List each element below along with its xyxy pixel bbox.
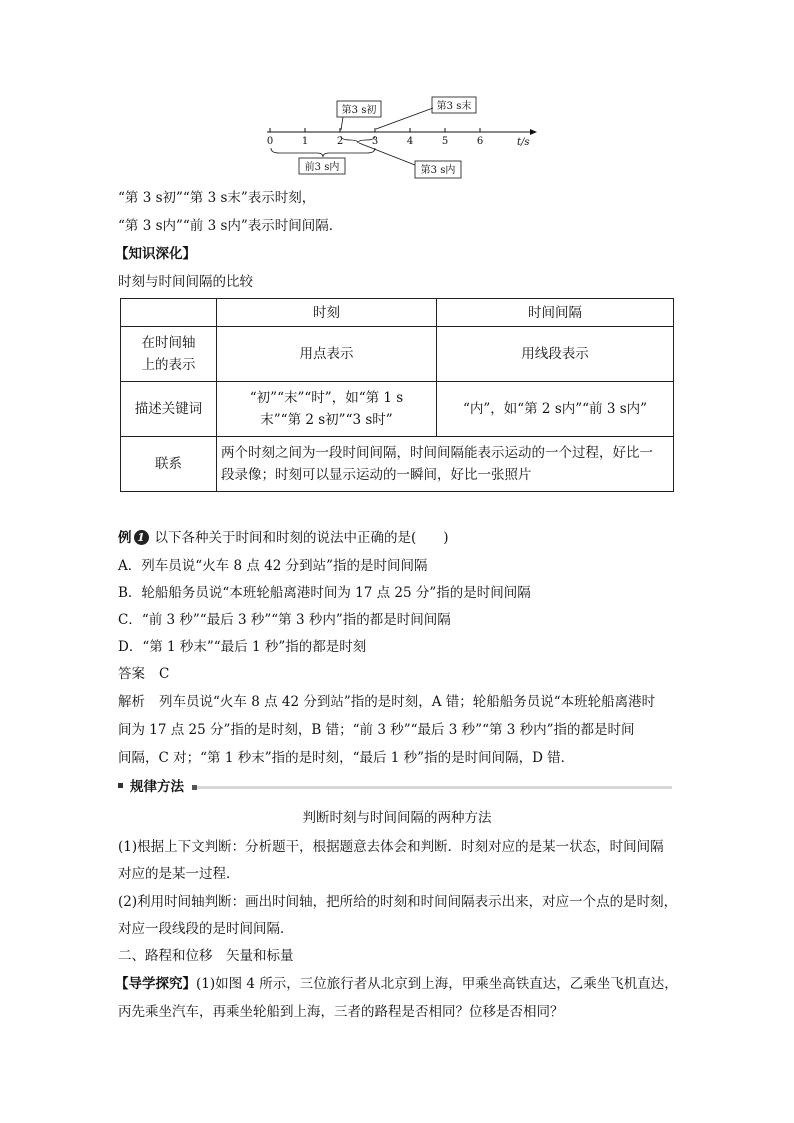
box-within-label: 第3 s内: [420, 165, 456, 176]
example-question-text: 以下各种关于时间和时刻的说法中正确的是( ): [154, 530, 449, 546]
guide-text: (1)如图 4 所示，三位旅行者从北京到上海，甲乘坐高铁直达，乙乘坐飞机直达，: [196, 976, 678, 992]
table-cell: 用线段表示: [437, 327, 674, 382]
section-2-heading: 二、路程和位移 矢量和标量: [118, 948, 294, 964]
rules-title: 判断时刻与时间间隔的两种方法: [302, 810, 492, 826]
option-b: B．轮船船务员说“本班轮船离港时间为 17 点 25 分”指的是时间间隔: [118, 585, 531, 601]
rule-1-line-2: 对应的是某一过程．: [118, 866, 240, 882]
tick-label-0: 0: [266, 136, 274, 147]
table-row-label: [121, 327, 217, 382]
answer-value: C: [159, 666, 170, 682]
analysis-label: 解析: [118, 694, 145, 710]
table-row-label: 描述关键词: [121, 382, 217, 437]
axis-unit-label: t/s: [517, 137, 530, 148]
square-bullet-icon: [118, 783, 123, 788]
table-cell: “内”，如“第 2 s内”“前 3 s内”: [437, 382, 674, 437]
option-d: D．“第 1 秒末”“最后 1 秒”指的都是时刻: [118, 639, 367, 655]
tick-label-5: 5: [441, 136, 449, 147]
rule-2-line-2: 对应一段线段的是时间间隔．: [118, 921, 294, 937]
table-cell: [217, 437, 674, 492]
comparison-table: [120, 298, 674, 492]
brace-label: 前3 s内: [304, 162, 340, 173]
divider: [192, 786, 672, 789]
box-end-label: 第3 s末: [436, 101, 472, 112]
guide-line-1: [115, 974, 678, 994]
table-cell: [217, 382, 437, 437]
option-c: C．“前 3 秒”“最后 3 秒”“第 3 秒内”指的都是时间间隔: [118, 612, 451, 628]
knowledge-heading: 【知识深化】: [115, 246, 196, 262]
analysis-line-3: 间隔，C 对；“第 1 秒末”指的是时刻，“最后 1 秒”指的是时间间隔，D 错．: [118, 750, 575, 766]
rule-method-bar: [116, 777, 672, 797]
tick-label-6: 6: [476, 136, 484, 147]
axis-ticks: [270, 128, 480, 132]
table-cell: 用点表示: [217, 327, 437, 382]
axis-arrow-icon: [530, 129, 537, 135]
tick-label-3: 3: [371, 136, 379, 147]
cell-line: 段录像；时刻可以显示运动的一瞬间，好比一张照片: [221, 467, 532, 483]
tick-label-2: 2: [336, 136, 344, 147]
tick-label-4: 4: [406, 136, 414, 147]
rule-method-label: 规律方法: [130, 779, 184, 795]
example-number-badge: 1: [134, 530, 149, 545]
box-begin-label: 第3 s初: [341, 105, 377, 116]
example-prefix: 例: [118, 530, 132, 546]
table-header-row: [121, 299, 674, 327]
table-row-label: 联系: [121, 437, 217, 492]
row-label-line: 在时间轴: [141, 335, 196, 351]
table-row: [121, 437, 674, 492]
table-row: [121, 382, 674, 437]
analysis-text: 列车员说“火车 8 点 42 分到站”指的是时刻，A 错；轮船船务员说“本班轮船离港时: [159, 694, 656, 710]
table-header-cell: 时间间隔: [437, 299, 674, 327]
analysis-line-2: 间为 17 点 25 分”指的是时刻，B 错；“前 3 秒”“最后 3 秒”“第 3 秒内”指的都是时间: [118, 722, 635, 738]
analysis-line-1: [118, 692, 655, 712]
brace-third-second: [341, 136, 375, 143]
time-axis-diagram: [255, 92, 555, 184]
example-question: [118, 528, 449, 548]
option-a: A．列车员说“火车 8 点 42 分到站”指的是时间间隔: [118, 558, 428, 574]
cell-line: 末”“第 2 s初”“3 s时”: [260, 412, 393, 428]
table-row: [121, 327, 674, 382]
cell-line: “初”“末”“时”，如“第 1 s: [249, 390, 404, 406]
table-header-cell: 时刻: [217, 299, 437, 327]
brace-first-3s: [271, 148, 375, 157]
guide-line-2: 丙先乘坐汽车，再乘坐轮船到上海，三者的路程是否相同？位移是否相同？: [118, 1004, 564, 1020]
moment-explanation: “第 3 s初”“第 3 s末”表示时刻，: [118, 190, 316, 206]
table-header-cell: [121, 299, 217, 327]
answer: [118, 664, 169, 684]
cell-line: 两个时刻之间为一段时间间隔，时间间隔能表示运动的一个过程，好比一: [221, 445, 653, 461]
rule-1-line-1: (1)根据上下文判断：分析题干，根据题意去体会和判断．时刻对应的是某一状态，时间间隔: [118, 839, 664, 855]
pointer-begin: [341, 117, 343, 130]
interval-explanation: “第 3 s内”“前 3 s内”表示时间间隔．: [118, 218, 343, 234]
guide-label: 【导学探究】: [115, 976, 196, 992]
tick-label-1: 1: [301, 136, 309, 147]
rule-2-line-1: (2)利用时间轴判断：画出时间轴，把所给的时刻和时间间隔表示出来，对应一个点的是时刻，: [118, 894, 678, 910]
row-label-line: 上的表示: [141, 357, 196, 373]
compare-title: 时刻与时间间隔的比较: [118, 274, 253, 290]
answer-label: 答案: [118, 666, 145, 682]
pointer-end: [376, 108, 433, 129]
